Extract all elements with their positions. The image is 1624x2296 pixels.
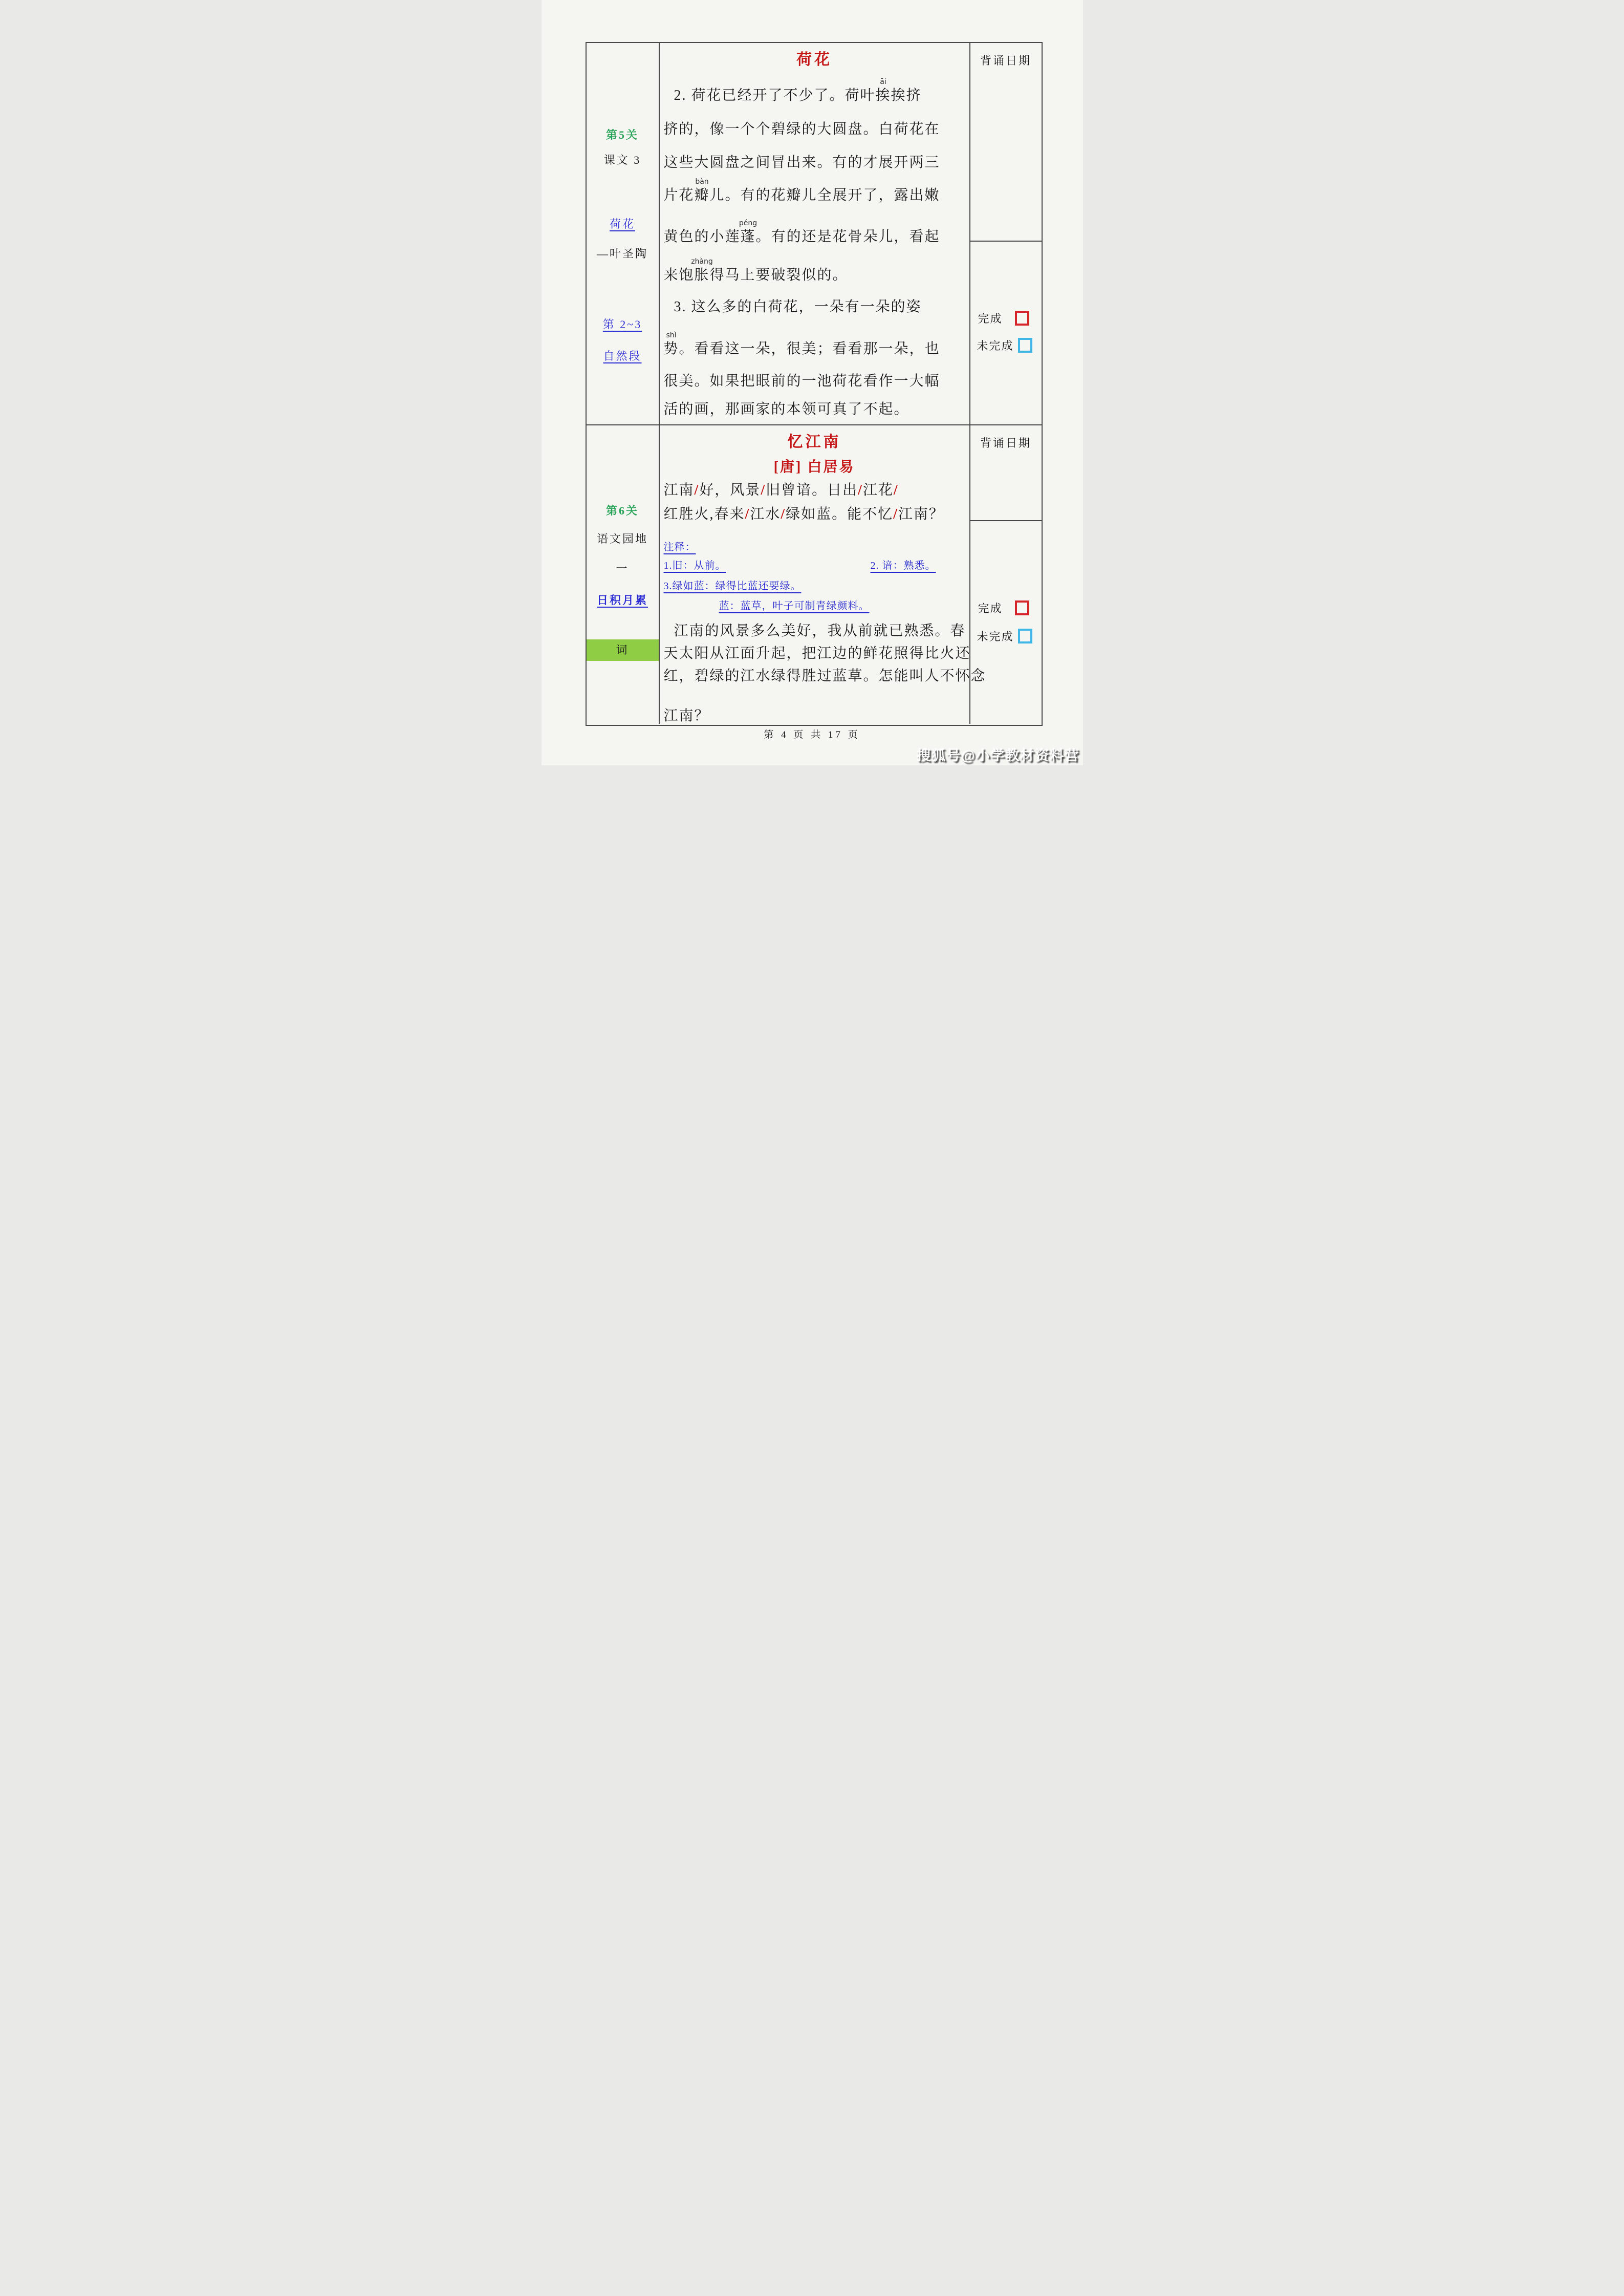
done-checkbox-row bbox=[978, 600, 1029, 616]
text-line: 红，碧绿的江水绿得胜过蓝草。怎能叫人不怀念 bbox=[663, 668, 986, 684]
undone-checkbox-row bbox=[977, 337, 1032, 353]
undone-checkbox[interactable] bbox=[1018, 629, 1032, 643]
ruby-char: bàn 瓣 bbox=[694, 178, 710, 203]
text-line: 荷花 bbox=[609, 218, 635, 230]
text-line: 挤的，像一个个碧绿的大圆盘。白荷花在 bbox=[663, 121, 940, 137]
pinyin-annotation: āi bbox=[880, 78, 886, 86]
text-line: 江南？ bbox=[663, 708, 710, 724]
status-column-lesson6 bbox=[970, 425, 1042, 724]
ruby-char: shì 势 bbox=[663, 331, 679, 357]
recite-date-cell bbox=[970, 43, 1042, 242]
text-line: 来饱 zhàng 胀得马上要破裂似的。 bbox=[663, 258, 848, 283]
pinyin-annotation: shì bbox=[666, 331, 677, 339]
watermark: 搜狐号@小学教材资料营 bbox=[917, 748, 1080, 763]
text-line: 2. 荷花已经开了不少了。荷叶 āi 挨挨挤 bbox=[674, 78, 922, 103]
done-checkbox-row bbox=[978, 310, 1029, 326]
text-line: 1.旧：从前。 bbox=[663, 560, 726, 571]
text-line: 第5关 bbox=[605, 128, 639, 141]
text-line: 很美。如果把眼前的一池荷花看作一大幅 bbox=[663, 373, 940, 389]
text-line: 江南/好，风景/旧曾谙。日出/江花/ bbox=[663, 482, 899, 498]
passage-yijiangnan bbox=[660, 425, 986, 724]
text-line: 黄色的小莲 péng 蓬。有的还是花骨朵儿，看起 bbox=[663, 219, 940, 245]
page-number: 第 4 页 共 17 页 bbox=[764, 729, 860, 740]
table-row-lesson5 bbox=[587, 43, 1042, 425]
text-line: 词 bbox=[587, 639, 659, 661]
done-label: 完成 bbox=[978, 312, 1003, 325]
ruby-char: zhàng 胀 bbox=[691, 258, 713, 283]
recite-date-label: 背诵日期 bbox=[980, 54, 1031, 67]
text-line: 3. 这么多的白荷花，一朵有一朵的姿 bbox=[674, 299, 922, 315]
done-checkbox[interactable] bbox=[1015, 311, 1029, 326]
undone-label: 未完成 bbox=[977, 339, 1014, 352]
text-line: 江南的风景多么美好，我从前就已熟悉。春 bbox=[674, 623, 966, 639]
pinyin-annotation: péng bbox=[739, 219, 757, 227]
pinyin-annotation: zhàng bbox=[691, 258, 713, 266]
text-line: 一 bbox=[616, 562, 629, 575]
table-row-lesson6 bbox=[587, 425, 1042, 724]
text-line: 蓝：蓝草，叶子可制青绿颜料。 bbox=[719, 600, 870, 612]
completion-cell bbox=[970, 242, 1042, 424]
sidebar-lesson6 bbox=[587, 425, 660, 724]
text-line: 荷花 bbox=[796, 51, 832, 68]
text-line: 活的画，那画家的本领可真了不起。 bbox=[663, 401, 910, 417]
completion-cell bbox=[970, 521, 1042, 724]
pinyin-annotation: bàn bbox=[695, 178, 709, 186]
text-line: 2. 谙：熟悉。 bbox=[870, 560, 936, 571]
text-line: 这些大圆盘之间冒出来。有的才展开两三 bbox=[663, 155, 940, 170]
sidebar-lesson5 bbox=[587, 43, 660, 424]
recitation-table bbox=[586, 42, 1043, 726]
text-line: —叶圣陶 bbox=[596, 247, 648, 260]
text-line: 3.绿如蓝：绿得比蓝还要绿。 bbox=[663, 581, 802, 592]
text-line: 片花 bàn 瓣儿。有的花瓣儿全展开了，露出嫩 bbox=[663, 178, 940, 203]
recite-date-cell bbox=[970, 425, 1042, 521]
text-line: 课文 3 bbox=[603, 154, 641, 166]
text-line: 日积月累 bbox=[596, 594, 648, 607]
text-line: 天太阳从江面升起，把江边的鲜花照得比火还 bbox=[663, 646, 971, 661]
text-line: shì 势。看看这一朵，很美；看看那一朵，也 bbox=[663, 331, 940, 357]
text-line: 红胜火,春来/江水/绿如蓝。能不忆/江南？ bbox=[663, 506, 944, 522]
text-line: 第6关 bbox=[605, 504, 639, 517]
recite-date-label: 背诵日期 bbox=[980, 437, 1031, 449]
passage-hehua bbox=[660, 43, 970, 424]
ruby-char: péng 蓬 bbox=[739, 219, 757, 245]
done-label: 完成 bbox=[978, 602, 1003, 615]
undone-checkbox[interactable] bbox=[1018, 338, 1032, 353]
text-line: 注释： bbox=[663, 542, 696, 553]
done-checkbox[interactable] bbox=[1015, 600, 1029, 615]
ruby-char: āi 挨 bbox=[875, 78, 891, 103]
status-column-lesson5 bbox=[970, 43, 1042, 424]
undone-label: 未完成 bbox=[977, 630, 1014, 643]
text-line: 第 2~3 bbox=[602, 318, 642, 331]
worksheet-page bbox=[542, 0, 1083, 765]
text-line: 自然段 bbox=[603, 350, 642, 362]
text-line: 忆江南 bbox=[787, 434, 841, 450]
text-line: 语文园地 bbox=[596, 532, 648, 545]
undone-checkbox-row bbox=[977, 628, 1032, 644]
text-line: [唐] 白居易 bbox=[773, 459, 855, 475]
